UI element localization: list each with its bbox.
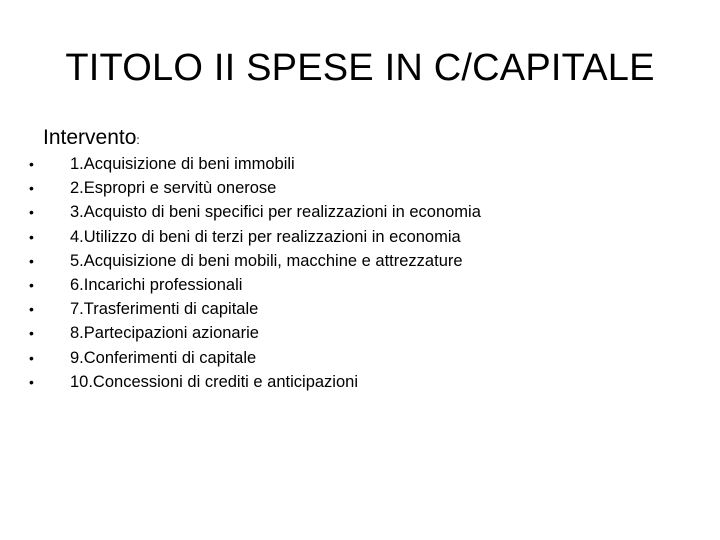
list-item-text: 5.Acquisizione di beni mobili, macchine e attrezzature [70, 251, 463, 270]
section-heading [43, 124, 140, 154]
bullet-icon: • [29, 252, 34, 269]
bullet-icon: • [29, 156, 34, 172]
list-item-text: 10.Concessioni di crediti e anticipazioni [70, 372, 358, 391]
bullet-icon: • [29, 276, 34, 293]
slide-title: TITOLO II SPESE IN C/CAPITALE [65, 47, 655, 89]
bullet-icon: • [29, 228, 34, 245]
list-item-text: 8.Partecipazioni azionarie [70, 324, 259, 343]
list-item-text: 1.Acquisizione di beni immobili [70, 155, 295, 173]
list-item-text: 9.Conferimenti di capitale [70, 348, 257, 367]
list-item-text: 7.Trasferimenti di capitale [70, 300, 259, 319]
section-heading-label: Intervento [43, 126, 137, 149]
bullet-icon: • [29, 180, 34, 197]
list-item-text: 6.Incarichi professionali [70, 275, 243, 294]
list-item-text: 4.Utilizzo di beni di terzi per realizzazioni in economia [70, 227, 461, 246]
bullet-icon: • [29, 325, 34, 342]
bullet-icon: • [29, 373, 34, 390]
section-heading-colon: : [136, 133, 140, 147]
bullet-icon: • [29, 204, 34, 221]
bullet-icon: • [29, 301, 34, 318]
list-item-text: 3.Acquisto di beni specifici per realizzazioni in economia [70, 203, 481, 222]
bullet-icon: • [29, 349, 34, 366]
list-item-text: 2.Espropri e servitù onerose [70, 179, 277, 198]
